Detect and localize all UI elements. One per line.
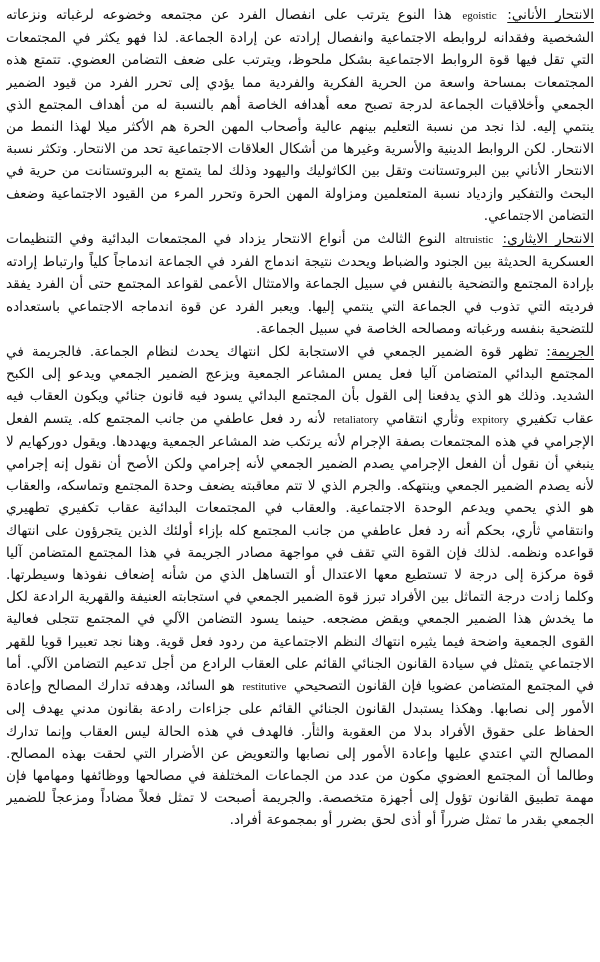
paragraph-altruistic-suicide bbox=[6, 228, 594, 340]
paragraph-body: النوع الثالث من أنواع الانتحار يزداد في المجتمعات البدائية وفي التنظيمات العسكرية الحديثة بين الجنود والضباط ويحدث نتيجة اندماج الفرد في الجماعة اندماجاً كلياً وارتباط إرادته بإرادة المجتمع والتضحية بالنفس في سبيل الجماعة والامتثال الأعمى لقواعد المجتمع حتى أن الفرد يفقد فرديته التي تذوب في الجماعة التي ينتمي إليها. ويعبر الفرد عن قوة اندماجه الاجتماعي باستعداده للتضحية بنفسه ورغباته ومصالحه الخاصة في سبيل الجماعة. bbox=[6, 231, 594, 337]
paragraph-body: لأنه رد فعل عاطفي من جانب المجتمع كله. يتسم الفعل الإجرامي في هذه المجتمعات بصفة الإجرام لأنه يرتكب ضد المشاعر الجمعية ويهددها. ويقول دوركهايم لا ينبغي أن نقول أن الفعل الإجرامي يصدم الضمير الجمعي لأنه إجرامي ولكن الأصح أن نقول إنه إجرامي لأنه يصدم الضمير الجمعي وينتهكه. والجرم الذي لا تتم معاقبته يضعف وحدة المجتمع وتماسكه، والعقاب هو الذي يحمي ويدعم الوحدة الاجتماعية. والعقاب في المجتمعات البدائية عقاب تكفيري تطهيري وانتقامي ثأري، بحكم أنه رد فعل عاطفي من جانب المجتمع كله بإزاء أولئك الذين يتجرؤون على انتهاك قواعده ونظمه. لذلك فإن القوة التي تقف في مواجهة مصادر الجريمة في هذا المجتمع المتضامن آليا قوة مركزة إلى درجة لا تستطيع معها الاعتدال أو التساهل الذي من شأنه إضعاف نفوذها وسيطرتها. وكلما زادت درجة التماثل بين الأفراد تبرز قوة الضمير الجمعي في استجابته العنيفة والقهرية الرادعة لكل ما يخدش هذا الضمير الجمعي ويقض مضجعه. حينما يسود التضامن الآلي في المجتمع تتجلى فعالية القوى الجمعية واضحة فيما يثيره انتهاك النظم الاجتماعية من ردود فعل قوية. وهنا نجد تعبيرا قويا للقهر الاجتماعي يتمثل في سيادة القانون الجنائي القائم على العقاب الرادع من أجل تدعيم التضامن الآلي. أما في المجتمع المتضامن عضويا فإن القانون التصحيحي bbox=[6, 410, 594, 695]
paragraph-crime bbox=[6, 341, 594, 831]
term-restitutive: restitutive bbox=[242, 681, 287, 694]
term-altruistic: altruistic bbox=[454, 234, 494, 247]
term-egoistic: egoistic bbox=[462, 10, 497, 22]
paragraph-body: هذا النوع يترتب على انفصال الفرد عن مجتمعه وخضوعه لرغباته ونزعاته الشخصية وفقدانه لروابطه الاجتماعية وانفصال إرادته عن إرادة الجماعة. لذا فهو يكثر في المجتمعات التي تقل فيها قوة الروابط الاجتماعية بشكل ملحوظ، ويترتب على ضعف التضامن العضوي. تتمتع هذه المجتمعات بمساحة واسعة من الحرية الفكرية والفردية مما يؤدي إلى تحرر الفرد من قيود الضمير الجمعي وأخلاقيات الجماعة لدرجة تصبح معه أهدافه الخاصة أهم بالنسبة له من أهداف المجتمع الذي ينتمي إليه. لذا نجد من نسبة التعليم بينهم عالية وأصحاب المهن الحرة هم الأكثر ميلا لهذا النمط من الانتحار. لكن الروابط الدينية والأسرية وغيرها من أشكال العلاقات الاجتماعية تحد من الانتحار. وتكثر نسبة الانتحار الأناني بين البروتستانت وتقل بين الكاثوليك واليهود وذلك لما يتمتع به البروتستانت من حرية في البحث والتفكير وازدياد نسبة المتعلمين ومزاولة المهن الحرة وتحرر المرء من القيود الاجتماعية وضعف التضامن الاجتماعي. bbox=[6, 7, 594, 224]
paragraph-egoistic-suicide bbox=[6, 4, 594, 227]
section-heading-crime: الجريمة: bbox=[546, 344, 594, 361]
paragraph-body: وثأري انتقامي bbox=[386, 410, 465, 427]
document-page bbox=[6, 4, 594, 962]
paragraph-body: هو السائد، وهدفه تدارك المصالح وإعادة الأمور إلى نصابها. وهكذا يستبدل القانون الجنائي القائم على جزاءات رادعة بقانون مدني يهدف إلى الحفاظ على حقوق الأفراد بدلا من العقوبة والثأر. فالهدف في هذه الحالة ليس العقاب وإنما تدارك المصالح التي اعتدي عليها وإعادة الأمور إلى نصابها والتعويض عن الأضرار التي لحقت بهذه المصالح. وطالما أن المجتمع العضوي مكون من عدد من الجماعات المختلفة في مصالحها ووظائفها ومهامها فإن مهمة تطبيق القانون تؤول إلى أجهزة متخصصة. والجريمة أصبحت لا تمثل فعلاً مضاداً ومزعجاً للضمير الجمعي بقدر ما تمثل ضرراً أو أذى لحق بضرر أو بمجموعة أفراد. bbox=[6, 678, 594, 829]
term-retaliatory: retaliatory bbox=[333, 413, 379, 426]
term-expitory: expitory bbox=[472, 413, 509, 426]
section-heading-altruistic: الانتحار الايثاري: bbox=[502, 231, 594, 248]
section-heading-egoistic: الانتحار الأناني: bbox=[507, 7, 594, 23]
paragraph-body: تظهر قوة الضمير الجمعي في الاستجابة لكل انتهاك يحدث لنظام الجماعة. فالجريمة في المجتمع البدائي المتضامن آليا فعل يمس المشاعر الجمعية ويزعج الضمير الجمعي ويدعو إلى الكبح الشديد. وذلك هو الذي يدفعنا إلى القول بأن المجتمع البدائي يسود فيه قانون جنائي ويكون العقاب فيه عقاب تكفيري bbox=[6, 344, 594, 427]
